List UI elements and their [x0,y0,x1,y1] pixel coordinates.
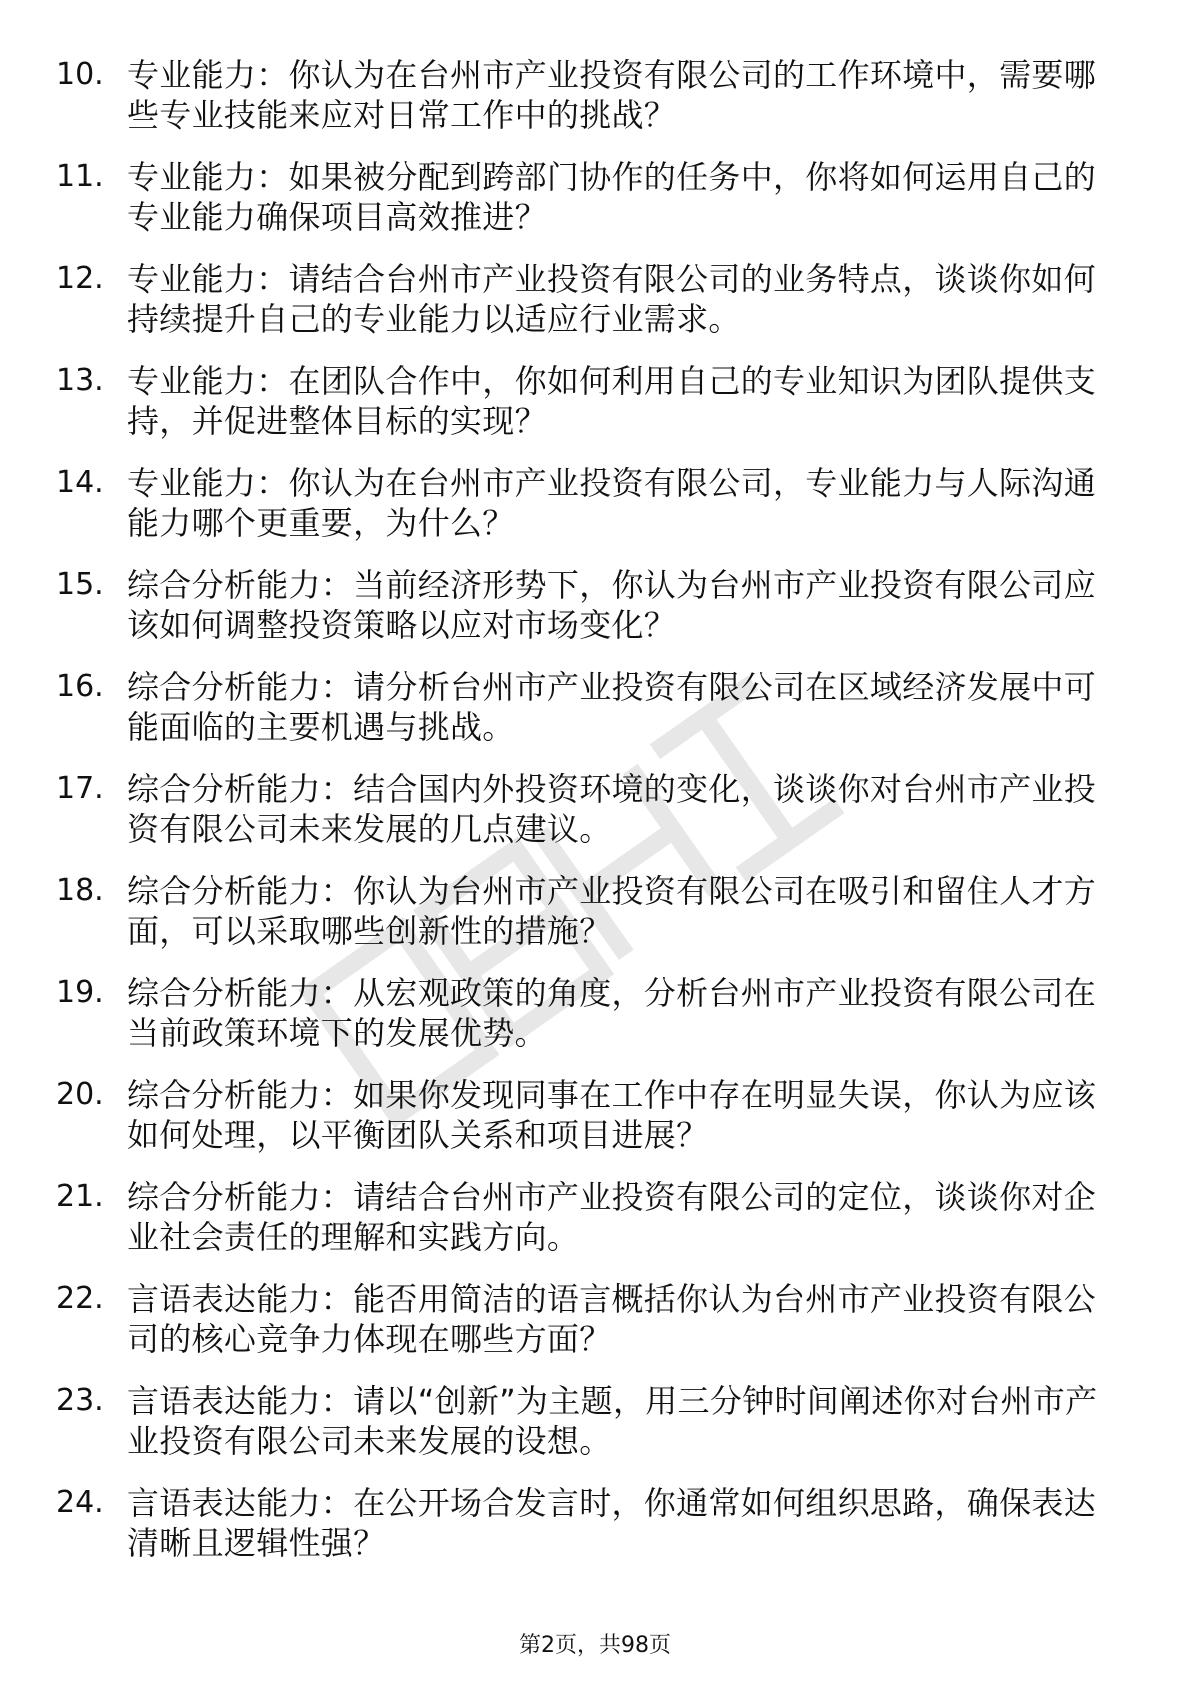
question-number: 12. [56,261,104,296]
question-item [0,157,1190,237]
question-item [0,769,1190,849]
question-item [0,1075,1190,1155]
question-item [0,973,1190,1053]
question-number: 20. [56,1077,104,1112]
question-item [0,667,1190,747]
question-text: 综合分析能力：当前经济形势下，你认为台州市产业投资有限公司应该如何调整投资策略以应对市场变化？ [127,566,1097,644]
question-item [0,1177,1190,1257]
question-item [0,1483,1190,1563]
question-number: 18. [56,873,104,908]
question-text: 专业能力：请结合台州市产业投资有限公司的业务特点，谈谈你如何持续提升自己的专业能力以适应行业需求。 [127,260,1097,338]
question-number: 19. [56,975,104,1010]
question-number: 23. [56,1383,104,1418]
question-number: 21. [56,1179,104,1214]
question-text: 专业能力：如果被分配到跨部门协作的任务中，你将如何运用自己的专业能力确保项目高效推进？ [127,158,1097,236]
question-item [0,1279,1190,1359]
page-number-footer: 第2页，共98页 [519,1633,671,1658]
question-text: 言语表达能力：能否用简洁的语言概括你认为台州市产业投资有限公司的核心竞争力体现在哪些方面？ [127,1280,1097,1358]
question-item [0,463,1190,543]
question-number: 14. [56,465,104,500]
question-number: 22. [56,1281,104,1316]
question-text: 专业能力：你认为在台州市产业投资有限公司，专业能力与人际沟通能力哪个更重要，为什么？ [127,464,1097,542]
question-item [0,1381,1190,1461]
question-item [0,565,1190,645]
question-text: 综合分析能力：如果你发现同事在工作中存在明显失误，你认为应该如何处理，以平衡团队关系和项目进展？ [127,1076,1097,1154]
question-number: 11. [56,159,104,194]
question-item [0,55,1190,135]
question-list [0,55,1190,1585]
question-text: 综合分析能力：请结合台州市产业投资有限公司的定位，谈谈你对企业社会责任的理解和实践方向。 [127,1178,1097,1256]
question-text: 综合分析能力：从宏观政策的角度，分析台州市产业投资有限公司在当前政策环境下的发展优势。 [127,974,1097,1052]
question-text: 综合分析能力：结合国内外投资环境的变化，谈谈你对台州市产业投资有限公司未来发展的几点建议。 [127,770,1097,848]
question-item [0,871,1190,951]
question-text: 言语表达能力：请以“创新”为主题，用三分钟时间阐述你对台州市产业投资有限公司未来发展的设想。 [127,1382,1098,1460]
question-text: 专业能力：在团队合作中，你如何利用自己的专业知识为团队提供支持，并促进整体目标的实现？ [127,362,1097,440]
question-item [0,259,1190,339]
question-number: 16. [56,669,104,704]
question-text: 专业能力：你认为在台州市产业投资有限公司的工作环境中，需要哪些专业技能来应对日常工作中的挑战？ [127,56,1097,134]
question-number: 24. [56,1485,104,1520]
question-text: 言语表达能力：在公开场合发言时，你通常如何组织思路，确保表达清晰且逻辑性强？ [127,1484,1097,1562]
question-item [0,361,1190,441]
question-number: 13. [56,363,104,398]
question-text: 综合分析能力：请分析台州市产业投资有限公司在区域经济发展中可能面临的主要机遇与挑战。 [127,668,1097,746]
question-number: 15. [56,567,104,602]
question-number: 10. [56,57,104,92]
question-text: 综合分析能力：你认为台州市产业投资有限公司在吸引和留住人才方面，可以采取哪些创新性的措施？ [127,872,1097,950]
question-number: 17. [56,771,104,806]
